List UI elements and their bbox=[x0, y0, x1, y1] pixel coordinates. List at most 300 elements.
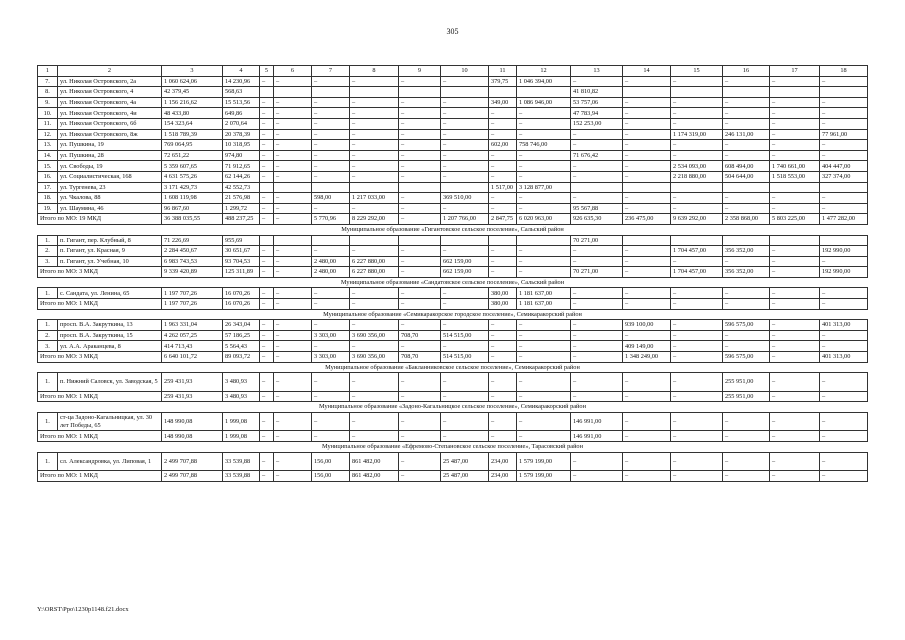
table-cell: – bbox=[274, 129, 312, 140]
table-cell: – bbox=[441, 203, 489, 214]
table-cell: 20 378,39 bbox=[223, 129, 260, 140]
table-cell: – bbox=[770, 246, 820, 257]
table-cell: – bbox=[723, 76, 770, 87]
table-cell: – bbox=[489, 431, 517, 442]
table-cell: 6 227 880,00 bbox=[350, 267, 399, 278]
table-cell: – bbox=[489, 373, 517, 392]
row-number: 3. bbox=[38, 256, 58, 267]
table-cell bbox=[489, 235, 517, 246]
table-cell: – bbox=[489, 256, 517, 267]
table-cell: – bbox=[489, 320, 517, 331]
table-cell: – bbox=[571, 129, 623, 140]
table-cell: 514 515,00 bbox=[441, 330, 489, 341]
table-cell: – bbox=[671, 341, 723, 352]
table-cell: 71 226,69 bbox=[162, 235, 223, 246]
table-cell: – bbox=[312, 288, 350, 299]
table-cell bbox=[312, 87, 350, 98]
table-cell: – bbox=[820, 452, 868, 471]
table-cell: 2 218 880,00 bbox=[671, 171, 723, 182]
table-cell: – bbox=[260, 288, 274, 299]
table-cell bbox=[260, 235, 274, 246]
table-cell: 1 704 457,00 bbox=[671, 267, 723, 278]
table-cell: – bbox=[571, 341, 623, 352]
table-row bbox=[38, 256, 868, 267]
table-cell: – bbox=[441, 129, 489, 140]
table-cell bbox=[517, 87, 571, 98]
table-cell: – bbox=[260, 412, 274, 431]
table-cell: – bbox=[350, 246, 399, 257]
address-cell: ул. Николая Островского, 2а bbox=[58, 76, 162, 87]
table-cell: – bbox=[517, 391, 571, 402]
table-cell: – bbox=[770, 352, 820, 363]
total-row bbox=[38, 352, 868, 363]
row-number: 12. bbox=[38, 129, 58, 140]
table-cell: – bbox=[312, 97, 350, 108]
table-cell: 42 552,73 bbox=[223, 182, 260, 193]
table-cell: 504 644,00 bbox=[723, 171, 770, 182]
table-cell: 14 230,96 bbox=[223, 76, 260, 87]
table-cell: – bbox=[770, 108, 820, 119]
table-cell: – bbox=[571, 140, 623, 151]
table-row bbox=[38, 412, 868, 431]
table-cell: – bbox=[441, 97, 489, 108]
table-cell: – bbox=[571, 246, 623, 257]
table-cell: 96 867,60 bbox=[162, 203, 223, 214]
table-cell: – bbox=[517, 129, 571, 140]
table-cell: – bbox=[623, 108, 671, 119]
row-number: 14. bbox=[38, 150, 58, 161]
table-cell: 70 271,00 bbox=[571, 267, 623, 278]
table-cell: – bbox=[770, 341, 820, 352]
table-cell: – bbox=[312, 412, 350, 431]
table-cell bbox=[770, 182, 820, 193]
table-cell: 649,86 bbox=[223, 108, 260, 119]
table-cell: 3 303,00 bbox=[312, 352, 350, 363]
table-cell: – bbox=[770, 320, 820, 331]
table-cell: – bbox=[441, 391, 489, 402]
table-cell: – bbox=[441, 299, 489, 310]
row-number: 2. bbox=[38, 330, 58, 341]
table-cell: – bbox=[623, 391, 671, 402]
table-cell: – bbox=[623, 330, 671, 341]
total-row bbox=[38, 391, 868, 402]
table-cell: – bbox=[350, 118, 399, 129]
table-cell: 939 100,00 bbox=[623, 320, 671, 331]
table-cell: – bbox=[274, 320, 312, 331]
table-cell: – bbox=[399, 161, 441, 172]
table-cell bbox=[350, 182, 399, 193]
table-cell: 33 539,88 bbox=[223, 452, 260, 471]
table-cell: 1 060 624,06 bbox=[162, 76, 223, 87]
address-cell: ул. Николая Островского, 8ж bbox=[58, 129, 162, 140]
table-cell: 1 999,08 bbox=[223, 412, 260, 431]
address-cell: п. Гигант, пер. Клубный, 8 bbox=[58, 235, 162, 246]
table-cell bbox=[441, 87, 489, 98]
row-number: 1. bbox=[38, 373, 58, 392]
table-cell: 356 352,00 bbox=[723, 246, 770, 257]
table-cell: – bbox=[671, 193, 723, 204]
row-number: 1. bbox=[38, 320, 58, 331]
column-number-cell: 12 bbox=[517, 66, 571, 77]
table-cell: – bbox=[489, 108, 517, 119]
table-cell: – bbox=[770, 373, 820, 392]
table-cell: – bbox=[274, 431, 312, 442]
table-cell: 3 171 429,73 bbox=[162, 182, 223, 193]
table-cell: – bbox=[441, 76, 489, 87]
table-cell: – bbox=[350, 412, 399, 431]
table-cell: 1 197 707,26 bbox=[162, 288, 223, 299]
table-cell: – bbox=[770, 150, 820, 161]
table-cell: 234,00 bbox=[489, 471, 517, 482]
table-cell: 1 348 249,00 bbox=[623, 352, 671, 363]
table-cell: – bbox=[517, 256, 571, 267]
table-cell: – bbox=[399, 171, 441, 182]
table-cell: – bbox=[441, 150, 489, 161]
table-cell: 861 482,00 bbox=[350, 452, 399, 471]
table-cell: 192 990,00 bbox=[820, 246, 868, 257]
table-cell: – bbox=[312, 140, 350, 151]
table-cell: – bbox=[671, 256, 723, 267]
table-cell: – bbox=[517, 203, 571, 214]
row-number: 7. bbox=[38, 76, 58, 87]
section-header-row bbox=[38, 309, 868, 320]
table-row bbox=[38, 288, 868, 299]
table-cell: 10 318,95 bbox=[223, 140, 260, 151]
address-cell: ул. Николая Островского, 4и bbox=[58, 108, 162, 119]
column-number-cell: 9 bbox=[399, 66, 441, 77]
table-cell: 48 433,80 bbox=[162, 108, 223, 119]
table-cell: 414 713,43 bbox=[162, 341, 223, 352]
table-cell: – bbox=[770, 452, 820, 471]
row-number: 1. bbox=[38, 235, 58, 246]
table-cell: 236 475,00 bbox=[623, 214, 671, 225]
table-cell: – bbox=[489, 150, 517, 161]
table-cell: – bbox=[274, 256, 312, 267]
table-row bbox=[38, 320, 868, 331]
table-cell: 15 513,56 bbox=[223, 97, 260, 108]
table-cell: 602,00 bbox=[489, 140, 517, 151]
table-cell: – bbox=[399, 341, 441, 352]
table-cell: 1 181 637,00 bbox=[517, 288, 571, 299]
address-cell: сл. Александровка, ул. Липовая, 1 bbox=[58, 452, 162, 471]
table-cell: 3 303,00 bbox=[312, 330, 350, 341]
table-cell: 6 983 743,53 bbox=[162, 256, 223, 267]
table-cell: – bbox=[671, 299, 723, 310]
table-cell: – bbox=[517, 352, 571, 363]
table-cell: 16 070,26 bbox=[223, 299, 260, 310]
table-cell bbox=[820, 182, 868, 193]
table-cell: – bbox=[350, 171, 399, 182]
section-title: Муниципальное образование «Семикаракорское городское поселение», Семикаракорский район bbox=[38, 309, 868, 320]
table-cell: 2 534 093,00 bbox=[671, 161, 723, 172]
table-cell: 16 070,26 bbox=[223, 288, 260, 299]
table-cell: – bbox=[260, 320, 274, 331]
table-cell: – bbox=[260, 471, 274, 482]
table-cell: – bbox=[623, 150, 671, 161]
table-cell: 4 262 057,25 bbox=[162, 330, 223, 341]
total-row bbox=[38, 471, 868, 482]
table-cell: – bbox=[441, 412, 489, 431]
table-cell: – bbox=[671, 150, 723, 161]
column-number-cell: 3 bbox=[162, 66, 223, 77]
address-cell: п. Гигант, ул. Учебная, 10 bbox=[58, 256, 162, 267]
table-cell: – bbox=[671, 118, 723, 129]
table-cell bbox=[312, 182, 350, 193]
table-cell: 8 229 292,00 bbox=[350, 214, 399, 225]
table-cell: 1 181 637,00 bbox=[517, 299, 571, 310]
table-cell bbox=[671, 87, 723, 98]
table-cell: – bbox=[350, 341, 399, 352]
table-cell: – bbox=[312, 320, 350, 331]
table-row bbox=[38, 118, 868, 129]
table-cell: – bbox=[623, 118, 671, 129]
table-cell bbox=[260, 182, 274, 193]
table-cell: – bbox=[517, 193, 571, 204]
table-cell: – bbox=[723, 108, 770, 119]
table-cell: – bbox=[274, 214, 312, 225]
table-cell: – bbox=[770, 391, 820, 402]
table-cell: – bbox=[399, 288, 441, 299]
table-cell: – bbox=[274, 118, 312, 129]
row-number: 13. bbox=[38, 140, 58, 151]
table-cell: – bbox=[350, 431, 399, 442]
column-number-cell: 5 bbox=[260, 66, 274, 77]
table-cell: – bbox=[260, 256, 274, 267]
table-cell: – bbox=[820, 341, 868, 352]
table-cell: – bbox=[399, 193, 441, 204]
table-cell: – bbox=[723, 140, 770, 151]
table-cell: – bbox=[489, 246, 517, 257]
table-cell: – bbox=[312, 161, 350, 172]
table-cell: 708,70 bbox=[399, 352, 441, 363]
table-cell: 2 480,00 bbox=[312, 256, 350, 267]
table-cell: – bbox=[260, 330, 274, 341]
table-cell: – bbox=[770, 330, 820, 341]
table-cell: – bbox=[274, 203, 312, 214]
table-cell: – bbox=[260, 352, 274, 363]
table-cell: – bbox=[671, 108, 723, 119]
table-cell: 255 951,00 bbox=[723, 391, 770, 402]
table-cell: – bbox=[820, 256, 868, 267]
row-number: 16. bbox=[38, 171, 58, 182]
table-cell bbox=[820, 87, 868, 98]
table-cell: – bbox=[312, 341, 350, 352]
table-cell: – bbox=[770, 267, 820, 278]
table-cell: – bbox=[723, 471, 770, 482]
table-cell: – bbox=[517, 267, 571, 278]
table-cell: – bbox=[517, 161, 571, 172]
table-cell: – bbox=[671, 431, 723, 442]
table-cell: – bbox=[274, 171, 312, 182]
column-number-cell: 16 bbox=[723, 66, 770, 77]
table-cell: – bbox=[623, 171, 671, 182]
table-cell: 380,00 bbox=[489, 299, 517, 310]
table-cell: 404 447,00 bbox=[820, 161, 868, 172]
table-cell: 369 510,00 bbox=[441, 193, 489, 204]
table-cell: – bbox=[820, 193, 868, 204]
table-cell: – bbox=[489, 352, 517, 363]
table-cell: – bbox=[441, 246, 489, 257]
section-header-row bbox=[38, 442, 868, 453]
table-cell bbox=[623, 235, 671, 246]
address-cell: ул. Пушкина, 19 bbox=[58, 140, 162, 151]
table-cell bbox=[260, 87, 274, 98]
table-row bbox=[38, 235, 868, 246]
table-cell: 2 284 450,67 bbox=[162, 246, 223, 257]
table-cell: – bbox=[770, 412, 820, 431]
address-cell: п. Гигант, ул. Красная, 9 bbox=[58, 246, 162, 257]
column-number-cell: 13 bbox=[571, 66, 623, 77]
table-cell: – bbox=[671, 452, 723, 471]
table-cell: 380,00 bbox=[489, 288, 517, 299]
address-cell: ул. Шаумяна, 46 bbox=[58, 203, 162, 214]
table-cell: – bbox=[399, 267, 441, 278]
table-cell: – bbox=[623, 471, 671, 482]
table-cell: – bbox=[350, 288, 399, 299]
total-row bbox=[38, 431, 868, 442]
table-cell: – bbox=[260, 76, 274, 87]
table-cell: 327 374,00 bbox=[820, 171, 868, 182]
table-cell: – bbox=[671, 203, 723, 214]
table-cell: – bbox=[623, 246, 671, 257]
table-cell: 47 783,94 bbox=[571, 108, 623, 119]
table-cell: – bbox=[517, 118, 571, 129]
table-cell: – bbox=[571, 452, 623, 471]
table-cell: – bbox=[770, 76, 820, 87]
table-cell: – bbox=[517, 108, 571, 119]
table-cell: 21 576,98 bbox=[223, 193, 260, 204]
row-number: 15. bbox=[38, 161, 58, 172]
table-cell: – bbox=[260, 373, 274, 392]
row-number: 18. bbox=[38, 193, 58, 204]
table-cell: – bbox=[312, 171, 350, 182]
table-cell: 1 046 394,00 bbox=[517, 76, 571, 87]
table-cell: – bbox=[489, 193, 517, 204]
table-cell: – bbox=[350, 299, 399, 310]
table-cell: 53 757,06 bbox=[571, 97, 623, 108]
page-number: 305 bbox=[446, 27, 459, 36]
table-row bbox=[38, 330, 868, 341]
table-cell: – bbox=[489, 171, 517, 182]
table-cell bbox=[623, 87, 671, 98]
table-cell: – bbox=[517, 246, 571, 257]
table-cell: 30 651,67 bbox=[223, 246, 260, 257]
table-cell: 662 159,00 bbox=[441, 256, 489, 267]
table-cell: 259 431,93 bbox=[162, 373, 223, 392]
table-cell: 5 564,43 bbox=[223, 341, 260, 352]
total-row bbox=[38, 299, 868, 310]
table-cell: – bbox=[441, 288, 489, 299]
table-cell: – bbox=[623, 288, 671, 299]
table-cell: 1 704 457,00 bbox=[671, 246, 723, 257]
table-cell bbox=[671, 182, 723, 193]
table-cell: 1 197 707,26 bbox=[162, 299, 223, 310]
table-cell: – bbox=[274, 246, 312, 257]
table-cell: – bbox=[571, 373, 623, 392]
table-cell: 488 237,25 bbox=[223, 214, 260, 225]
total-label: Итого по МО: 3 МКД bbox=[38, 267, 162, 278]
table-cell: – bbox=[274, 108, 312, 119]
table-cell: 1 086 946,00 bbox=[517, 97, 571, 108]
table-cell: 77 961,00 bbox=[820, 129, 868, 140]
table-cell: – bbox=[517, 412, 571, 431]
table-row bbox=[38, 129, 868, 140]
section-title: Муниципальное образование «Задоно-Кагальницкое сельское поселение», Семикаракорский район bbox=[38, 402, 868, 413]
table-cell: 926 635,30 bbox=[571, 214, 623, 225]
table-cell: – bbox=[399, 246, 441, 257]
address-cell: ул. Николая Островского, 6б bbox=[58, 118, 162, 129]
address-cell: ст-ца Задоно-Кагальницкая, ул. 30 лет Победы, 65 bbox=[58, 412, 162, 431]
table-cell: – bbox=[571, 193, 623, 204]
table-cell: 2 480,00 bbox=[312, 267, 350, 278]
table-row bbox=[38, 341, 868, 352]
table-cell: 72 651,22 bbox=[162, 150, 223, 161]
table-cell: – bbox=[399, 471, 441, 482]
table-cell: 568,63 bbox=[223, 87, 260, 98]
table-cell: – bbox=[770, 203, 820, 214]
table-cell: 1 517,00 bbox=[489, 182, 517, 193]
table-cell: 125 311,89 bbox=[223, 267, 260, 278]
row-number: 19. bbox=[38, 203, 58, 214]
table-cell: – bbox=[623, 299, 671, 310]
section-title: Муниципальное образование «Гигантовское сельское поселение», Сальский район bbox=[38, 224, 868, 235]
table-cell: 62 144,26 bbox=[223, 171, 260, 182]
table-cell bbox=[274, 87, 312, 98]
table-cell: – bbox=[770, 118, 820, 129]
row-number: 1. bbox=[38, 412, 58, 431]
table-cell: 409 149,00 bbox=[623, 341, 671, 352]
table-cell bbox=[723, 235, 770, 246]
table-cell: – bbox=[441, 140, 489, 151]
table-cell: – bbox=[312, 76, 350, 87]
table-cell: – bbox=[399, 431, 441, 442]
table-cell: 41 810,82 bbox=[571, 87, 623, 98]
table-cell: – bbox=[399, 320, 441, 331]
table-cell: – bbox=[723, 299, 770, 310]
table-cell: – bbox=[399, 373, 441, 392]
table-cell bbox=[441, 235, 489, 246]
section-title: Муниципальное образование «Бакланниковское сельское поселение», Семикаракорский район bbox=[38, 362, 868, 373]
table-cell: – bbox=[623, 203, 671, 214]
table-cell: 1 963 331,04 bbox=[162, 320, 223, 331]
table-cell: 1 477 282,00 bbox=[820, 214, 868, 225]
table-cell: – bbox=[260, 108, 274, 119]
table-cell: 1 608 119,98 bbox=[162, 193, 223, 204]
table-cell bbox=[399, 235, 441, 246]
table-cell: – bbox=[723, 97, 770, 108]
table-cell: – bbox=[350, 320, 399, 331]
table-cell: – bbox=[350, 391, 399, 402]
total-label: Итого по МО: 1 МКД bbox=[38, 431, 162, 442]
address-cell: ул. Чкалова, 88 bbox=[58, 193, 162, 204]
table-cell: – bbox=[623, 267, 671, 278]
address-cell: п. Нижний Саловск, ул. Заводская, 5 bbox=[58, 373, 162, 392]
footer-file-path: Y:\ORST\Ppo\1230p1148.f21.docx bbox=[37, 606, 129, 613]
table-cell: 259 431,93 bbox=[162, 391, 223, 402]
table-cell: 156,00 bbox=[312, 452, 350, 471]
table-row bbox=[38, 150, 868, 161]
table-cell: 6 020 963,00 bbox=[517, 214, 571, 225]
table-cell: – bbox=[671, 412, 723, 431]
table-cell bbox=[671, 235, 723, 246]
table-cell: – bbox=[723, 193, 770, 204]
table-cell: – bbox=[820, 391, 868, 402]
table-cell: – bbox=[350, 373, 399, 392]
table-cell: – bbox=[623, 412, 671, 431]
table-cell: – bbox=[671, 391, 723, 402]
table-cell: – bbox=[723, 118, 770, 129]
table-cell: 3 480,93 bbox=[223, 373, 260, 392]
